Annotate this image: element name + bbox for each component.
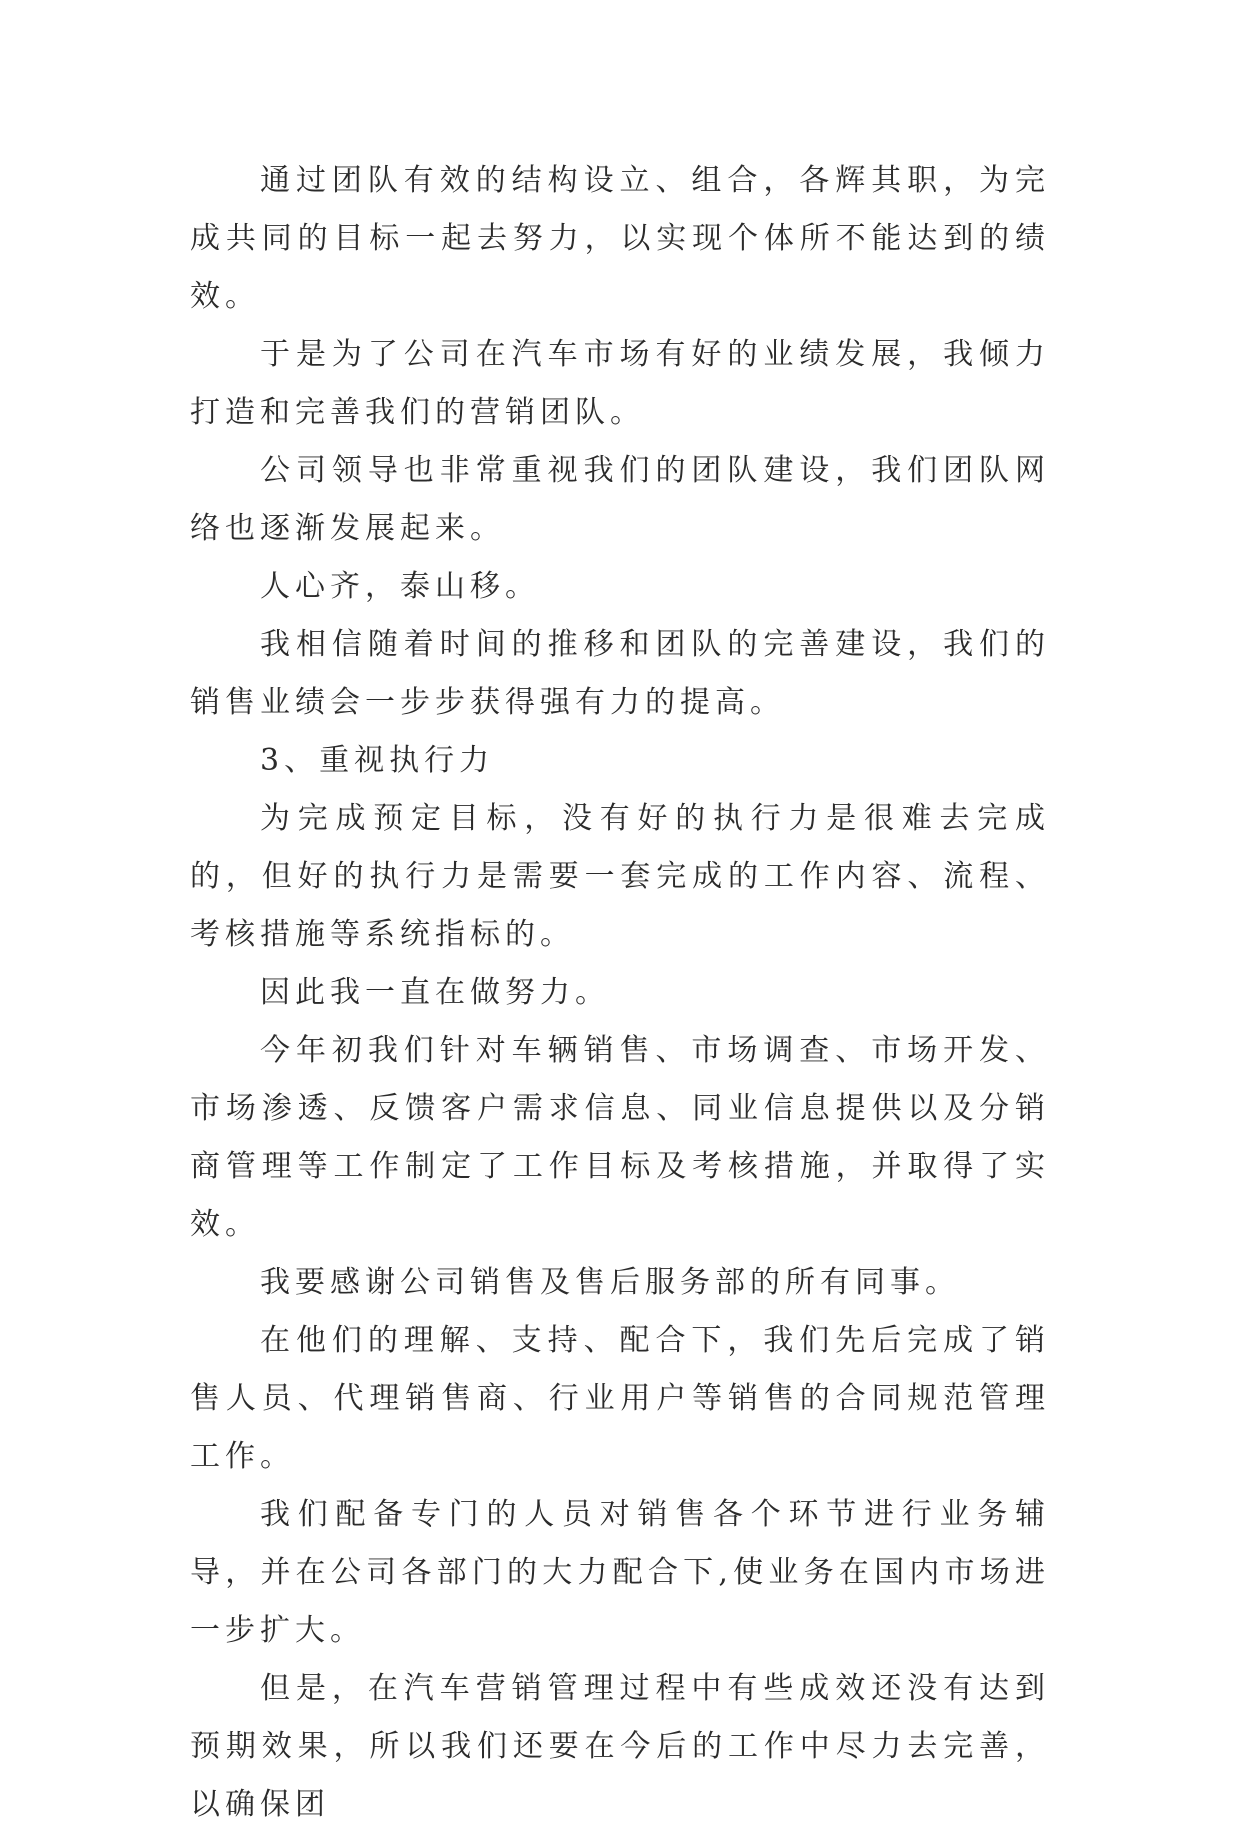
paragraph-7: 因此我一直在做努力。 (260, 975, 610, 1010)
paragraph-5: 我相信随着时间的推移和团队的完善建设，我们的销售业绩会一步步获得强有力的提高。 (190, 627, 1050, 720)
paragraph-2: 于是为了公司在汽车市场有好的业绩发展，我倾力打造和完善我们的营销团队。 (190, 337, 1050, 430)
paragraph-8: 今年初我们针对车辆销售、市场调查、市场开发、市场渗透、反馈客户需求信息、同业信息提供以及分销商管理等工作制定了工作目标及考核措施，并取得了实效。 (190, 1033, 1050, 1242)
section-heading-execution: 3、重视执行力 (260, 743, 495, 778)
paragraph-6: 为完成预定目标，没有好的执行力是很难去完成的，但好的执行力是需要一套完成的工作内容、流程、考核措施等系统指标的。 (190, 801, 1050, 952)
document-body (190, 152, 1050, 1834)
paragraph-12: 但是，在汽车营销管理过程中有些成效还没有达到预期效果，所以我们还要在今后的工作中尽力去完善，以确保团 (190, 1671, 1050, 1822)
paragraph-4: 人心齐，泰山移。 (260, 569, 540, 604)
paragraph-10: 在他们的理解、支持、配合下，我们先后完成了销售人员、代理销售商、行业用户等销售的合同规范管理工作。 (190, 1323, 1050, 1474)
paragraph-11: 我们配备专门的人员对销售各个环节进行业务辅导，并在公司各部门的大力配合下,使业务在国内市场进一步扩大。 (190, 1497, 1050, 1648)
paragraph-9: 我要感谢公司销售及售后服务部的所有同事。 (260, 1265, 960, 1300)
paragraph-1: 通过团队有效的结构设立、组合，各辉其职，为完成共同的目标一起去努力，以实现个体所不能达到的绩效。 (190, 163, 1050, 314)
paragraph-3: 公司领导也非常重视我们的团队建设，我们团队网络也逐渐发展起来。 (190, 453, 1050, 546)
